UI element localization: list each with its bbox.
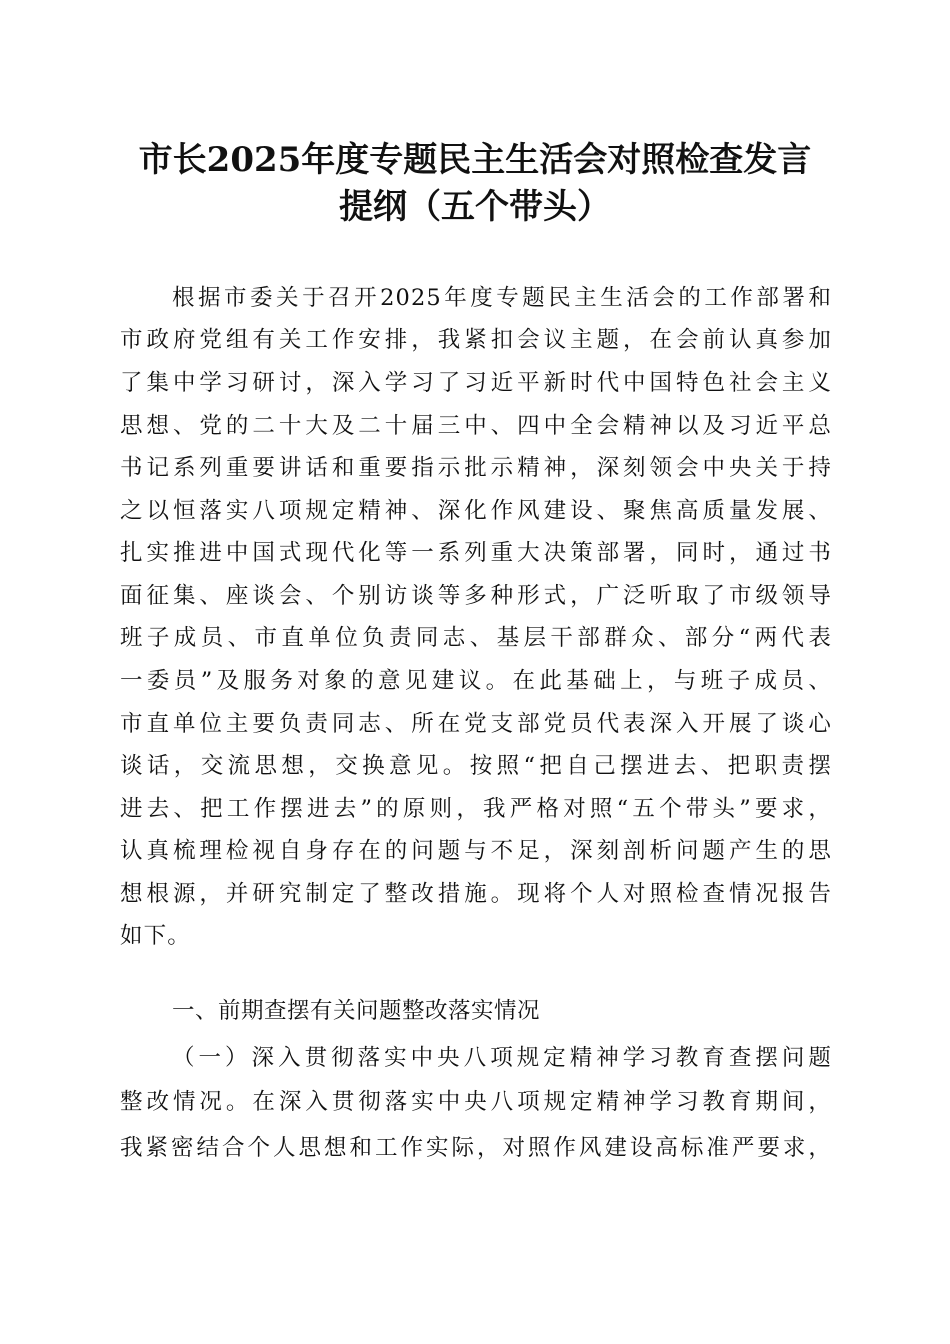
intro-paragraph-line: 之以恒落实八项规定精神、深化作风建设、聚焦高质量发展、 — [120, 498, 832, 524]
subsection-paragraph-line: 我紧密结合个人思想和工作实际，对照作风建设高标准严要求， — [120, 1135, 832, 1161]
intro-paragraph-line: 书记系列重要讲话和重要指示批示精神，深刻领会中央关于持 — [120, 455, 832, 481]
intro-paragraph-line: 扎实推进中国式现代化等一系列重大决策部署，同时，通过书 — [120, 540, 832, 566]
intro-paragraph-line: 市直单位主要负责同志、所在党支部党员代表深入开展了谈心 — [120, 711, 832, 737]
intro-paragraph-line: 市政府党组有关工作安排，我紧扣会议主题，在会前认真参加 — [120, 327, 832, 353]
intro-paragraph-line: 如下。 — [120, 923, 191, 949]
intro-paragraph-line: 思想、党的二十大及二十届三中、四中全会精神以及习近平总 — [120, 413, 832, 439]
intro-paragraph-line: 进去、把工作摆进去”的原则，我严格对照“五个带头”要求， — [120, 796, 832, 822]
intro-paragraph-line: 了集中学习研讨，深入学习了习近平新时代中国特色社会主义 — [120, 370, 832, 396]
intro-paragraph-line: 想根源，并研究制定了整改措施。现将个人对照检查情况报告 — [120, 881, 832, 907]
intro-paragraph-line: 班子成员、市直单位负责同志、基层干部群众、部分“两代表 — [120, 625, 832, 651]
document-title-line-2: 提纲（五个带头） — [339, 187, 611, 227]
intro-paragraph-line: 谈话，交流思想，交换意见。按照“把自己摆进去、把职责摆 — [120, 753, 832, 779]
intro-paragraph-line: 根据市委关于召开2025年度专题民主生活会的工作部署和 — [172, 285, 832, 311]
section-heading: 一、前期查摆有关问题整改落实情况 — [172, 998, 541, 1024]
document-title-line-1: 市长2025年度专题民主生活会对照检查发言 — [138, 140, 812, 180]
intro-paragraph-line: 认真梳理检视自身存在的问题与不足，深刻剖析问题产生的思 — [120, 838, 832, 864]
subsection-paragraph-line: （一）深入贯彻落实中央八项规定精神学习教育查摆问题 — [172, 1045, 832, 1071]
subsection-paragraph-line: 整改情况。在深入贯彻落实中央八项规定精神学习教育期间， — [120, 1089, 832, 1115]
intro-paragraph-line: 一委员”及服务对象的意见建议。在此基础上，与班子成员、 — [120, 668, 832, 694]
intro-paragraph-line: 面征集、座谈会、个别访谈等多种形式，广泛听取了市级领导 — [120, 583, 832, 609]
